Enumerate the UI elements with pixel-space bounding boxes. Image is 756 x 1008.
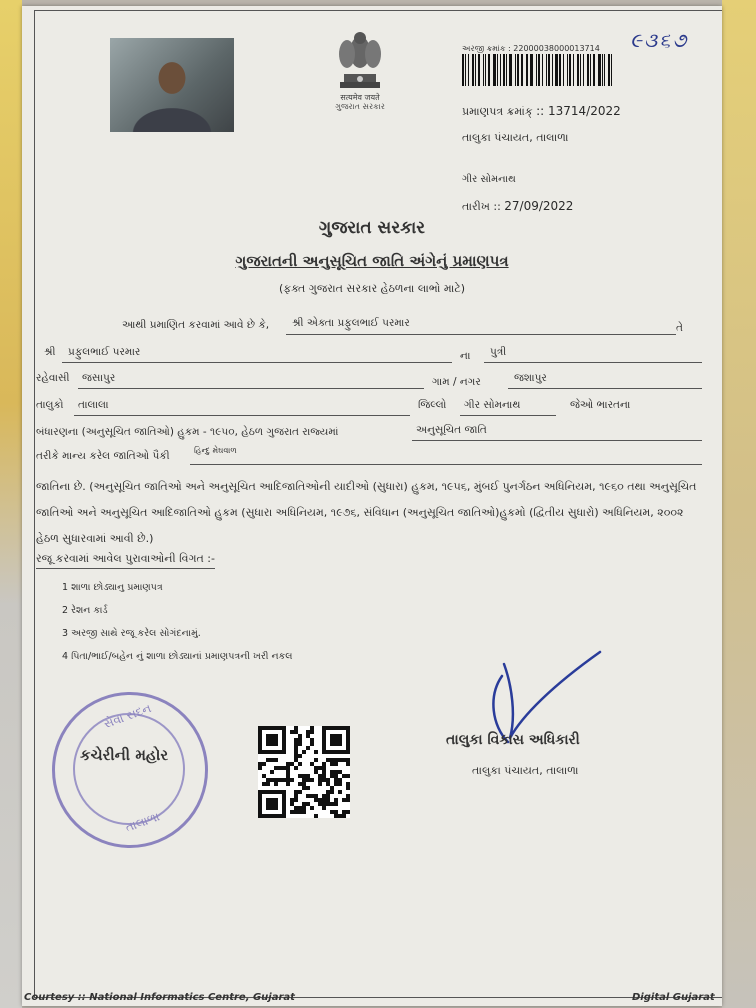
father-underline [62,362,452,363]
barcode-bar [468,54,469,86]
barcode-bar [542,54,543,86]
stamp-inner-ring [73,713,185,825]
barcode-bar [527,54,528,86]
barcode-bar [500,54,501,86]
village-label: ગામ / નગર [432,376,481,388]
te-label: તે [676,322,683,334]
barcode-bar [488,54,490,86]
certificate-document [22,6,722,1006]
certificate-number-label: પ્રમાણપત્ર ક્રમાંક્ [462,105,533,118]
barcode-bar [526,54,527,86]
district-label: જિલ્લો [418,399,447,411]
stamp-top-text: સેવા સદન [101,701,154,732]
officer-office: તાલુકા પંચાયત, તાલાળા [472,764,579,777]
relation-underline [484,362,702,363]
caste-underline [190,464,702,465]
recognized-text: તરીકે માન્ય કરેલ જાતિઓ પૈકી [36,450,170,462]
qr-code [258,726,350,818]
proof-item: 2 રેશન કાર્ડ [62,605,108,616]
barcode-bar [563,54,564,86]
barcode-bar [517,54,519,86]
district-underline [460,415,556,416]
date-label: તારીખ :: [462,200,501,213]
government-title: ગુજરાત સરકાર [318,218,426,238]
barcode-bar [503,54,505,86]
issue-date-line [462,199,573,214]
emblem-caption: ગુજરાત સરકાર [335,102,385,111]
village-underline [508,388,702,389]
constitution-text: બંધારણના (અનુસૂચિત જાતિઓ) હુકમ - ૧૯૫૦, હેઠળ ગુજરાત રાજ્યમાં [36,426,339,438]
issue-date: 27/09/2022 [504,199,574,213]
relation-value: પુત્રી [490,346,507,358]
barcode-bar [559,54,561,86]
barcode-bar [598,54,601,86]
barcode-bar [530,54,533,86]
issuing-district: ગીર સોમનાથ [462,174,516,185]
barcode-bar [521,54,523,86]
proof-item: 4 પિતા/ભાઈ/બહેન નું શાળા છોડ્યાનાં પ્રમાણપત્રની ખરી નકલ [62,651,293,662]
proof-item: 3 અરજી સાથે રજૂ કરેલ સોગંદનામું. [62,628,201,639]
resident-value: જસાપુર [82,372,116,384]
village-value: જશાપુર [514,372,547,384]
barcode-bar [506,54,507,86]
barcode-bar [483,54,484,86]
barcode-bar [485,54,486,86]
barcode-bar [604,54,605,86]
proofs-title: રજૂ કરવામાં આવેલ પુરાવાઓની વિગત :- [36,552,215,569]
background-strip-left [0,0,22,1008]
barcode-bar [548,54,550,86]
office-seal-label: કચેરીની મહોર [80,746,169,764]
barcode-bar [475,54,476,86]
barcode-bar [538,54,540,86]
barcode [462,54,614,86]
stamp-bottom-text: તાલાળા [123,809,162,835]
barcode-bar [590,54,591,86]
na-label: ના [460,350,471,362]
certificate-title: ગુજરાતની અનુસૂચિત જાતિ અંગેનું પ્રમાણપત્ર [235,252,509,270]
application-number: અરજી ક્રમાંક : 22000038000013714 [462,44,600,53]
barcode-bar [478,54,480,86]
barcode-bar [536,54,537,86]
office-stamp [52,692,208,848]
barcode-bar [569,54,571,86]
barcode-bar [472,54,475,86]
district-value: ગીર સોમનાથ [464,399,521,411]
shri-label: શ્રી [44,346,56,358]
emblem-motto: सत्यमेव जयते [340,93,380,102]
barcode-bar [593,54,595,86]
national-emblem-icon [330,24,390,94]
certificate-number: :: 13714/2022 [536,104,621,118]
barcode-bar [577,54,580,86]
barcode-bar [587,54,589,86]
barcode-bar [546,54,547,86]
india-text: જેઓ ભારતના [570,399,631,411]
barcode-bar [497,54,498,86]
brand-text: Digital Gujarat [632,992,715,1003]
certify-label: આથી પ્રમાણિત કરવામાં આવે છે કે, [122,319,270,331]
barcode-bar [509,54,512,86]
barcode-bar [611,54,612,86]
resident-label: રહેવાસી [36,372,70,384]
category-value: અનુસૂચિત જાતિ [416,424,487,436]
barcode-bar [515,54,516,86]
barcode-bar [573,54,574,86]
barcode-bar [580,54,581,86]
barcode-bar [567,54,568,86]
taluka-value: તાલાલા [78,399,109,411]
officer-title: તાલુકા વિકાસ અધિકારી [446,732,580,748]
barcode-bar [555,54,558,86]
legal-paragraph: જાતિના છે. (અનુસૂચિત જાતિઓ અને અનુસૂચિત આદિજાતિઓની યાદીઓ (સુધારા) હુકમ, ૧૯૫૬, મુંબઈ પુનર્ગઠન અધિનિયમ, ૧૯૬૦ તથા અનુસૂચિત જાતિઓ અને અનુસૂચિત આદિજાતિઓ હુકમ (સુધારા અધિનિયમ, ૧૯૭૬, સંવિધાન (અનુસૂચિત જાતિઓ)હુકમો (દ્વિતીય સુધારો) અધિનિયમ, ૨૦૦૨ હેઠળ સુધારવામાં આવી છે.) [36,480,697,545]
applicant-photo [110,38,234,132]
certificate-number-line [462,104,621,119]
barcode-bar [602,54,603,86]
issuing-office: તાલુકા પંચાયત, તાલાળા [462,131,569,144]
barcode-bar [583,54,584,86]
name-underline [286,334,676,335]
barcode-bar [493,54,496,86]
taluka-label: તાલુકો [36,399,64,411]
background-strip-right [722,0,756,1008]
resident-underline [78,388,424,389]
holder-name: શ્રી એક્તા પ્રફુલભાઈ પરમાર [292,317,410,329]
proof-item: 1 શાળા છોડ્યાનુ પ્રમાણપત્ર [62,582,163,593]
category-underline [412,440,702,441]
officer-signature [482,646,602,746]
barcode-bar [608,54,610,86]
handwritten-number: ૯૩૬૭ [630,28,689,52]
courtesy-text: Courtesy :: National Informatics Centre, Gujarat [24,992,295,1003]
certificate-note: (ફક્ત ગુજરાત સરકાર હેઠળના લાભો માટે) [278,282,466,295]
father-name: પ્રફુલભાઈ પરમાર [68,346,141,358]
barcode-bar [462,54,464,86]
caste-value: હિન્દુ મેઘવાળ [194,446,237,455]
taluka-underline [74,415,410,416]
barcode-bar [465,54,466,86]
barcode-bar [552,54,553,86]
